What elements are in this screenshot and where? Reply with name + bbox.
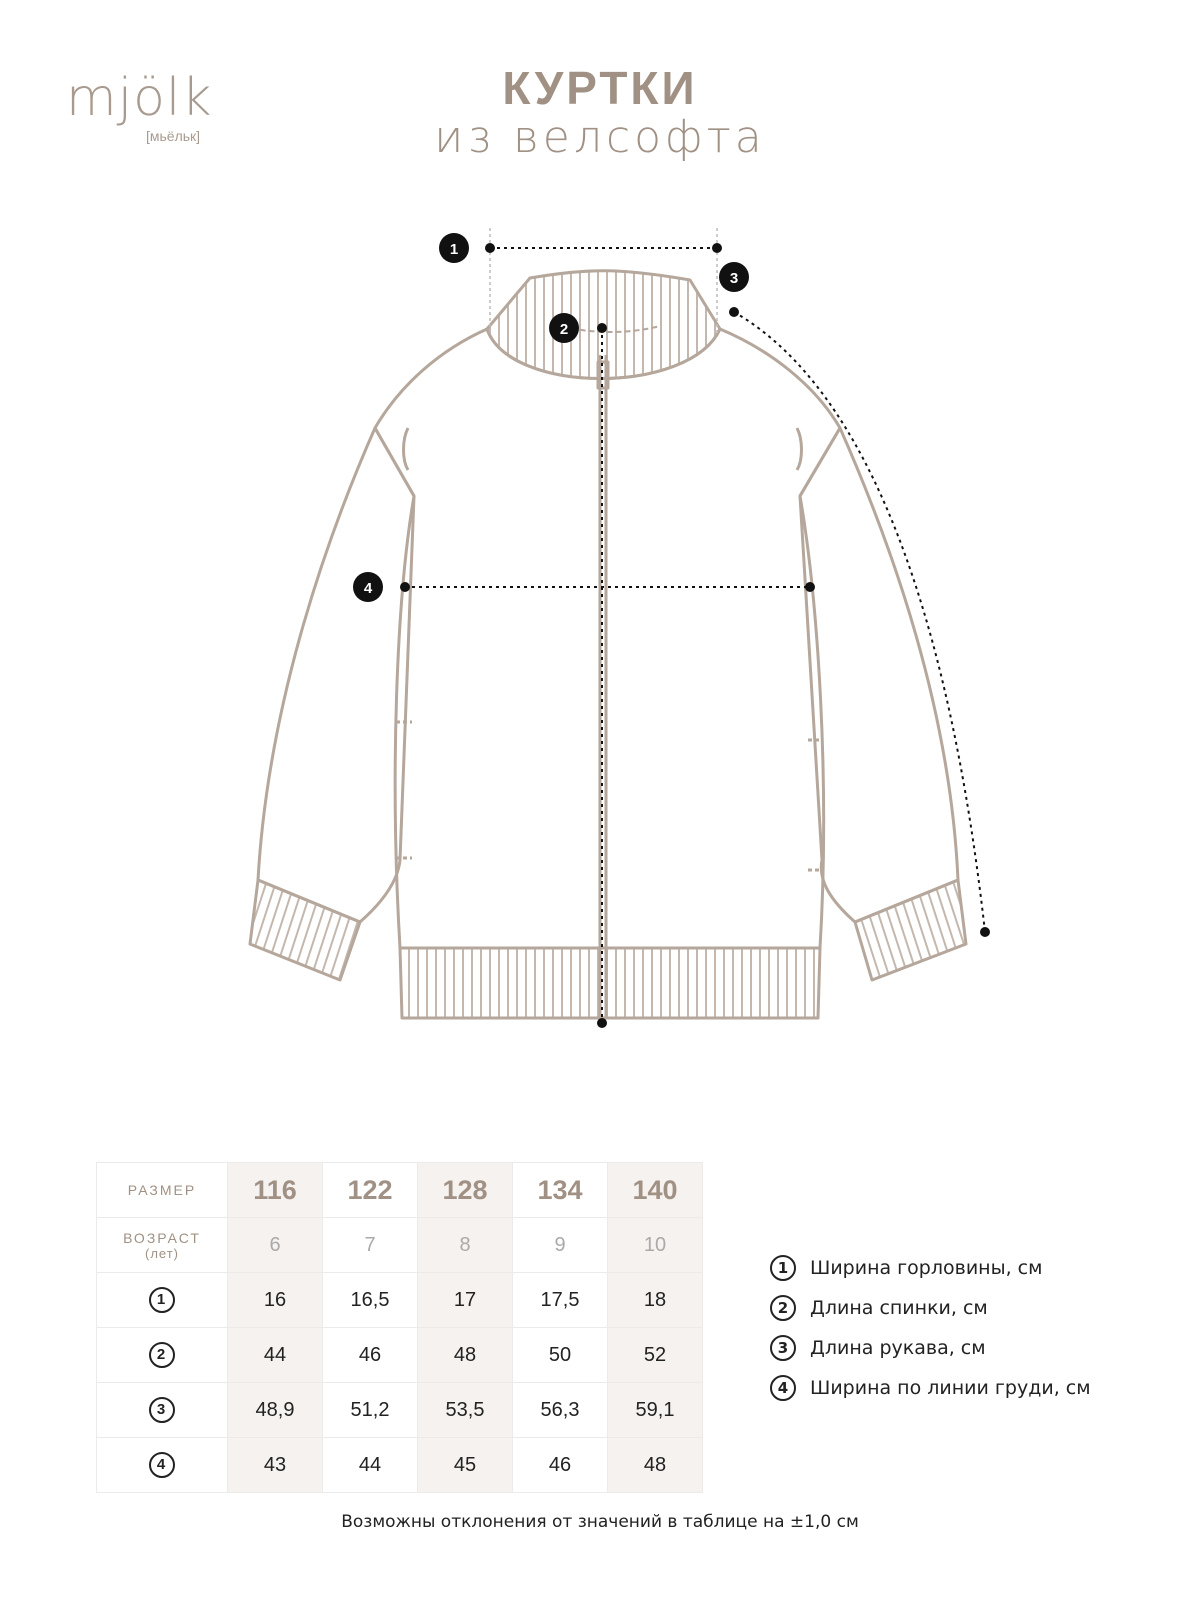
legend-text: Длина рукава, см — [810, 1337, 986, 1359]
row-marker: 3 — [149, 1397, 175, 1423]
legend-text: Длина спинки, см — [810, 1297, 988, 1319]
age-cell: 6 — [228, 1218, 323, 1273]
tolerance-note: Возможны отклонения от значений в таблице на ±1,0 см — [341, 1512, 859, 1532]
age-label — [97, 1218, 228, 1273]
legend-item — [770, 1368, 1091, 1408]
table-row — [97, 1273, 703, 1328]
right-cuff — [855, 880, 966, 980]
marker-4-badge — [353, 572, 383, 602]
size-cell: 134 — [513, 1163, 608, 1218]
age-unit: (лет) — [145, 1245, 179, 1261]
size-label: РАЗМЕР — [97, 1163, 228, 1218]
table-cell: 51,2 — [323, 1383, 418, 1438]
table-cell: 46 — [323, 1328, 418, 1383]
marker-1-label: 1 — [449, 241, 459, 258]
legend-item — [770, 1288, 1091, 1328]
size-cell: 128 — [418, 1163, 513, 1218]
marker-3-label: 3 — [729, 270, 739, 287]
size-cell: 140 — [608, 1163, 703, 1218]
table-cell: 59,1 — [608, 1383, 703, 1438]
hem-band — [400, 948, 820, 1018]
table-cell: 46 — [513, 1438, 608, 1493]
table-cell: 44 — [228, 1328, 323, 1383]
legend-text: Ширина по линии груди, см — [810, 1377, 1091, 1399]
row-marker: 1 — [149, 1287, 175, 1313]
left-sleeve — [258, 428, 414, 922]
size-cell: 116 — [228, 1163, 323, 1218]
size-table — [96, 1162, 703, 1493]
row-marker: 2 — [149, 1342, 175, 1368]
table-cell: 52 — [608, 1328, 703, 1383]
row-marker: 4 — [149, 1452, 175, 1478]
legend — [770, 1248, 1091, 1408]
table-cell: 18 — [608, 1273, 703, 1328]
table-cell: 50 — [513, 1328, 608, 1383]
size-row — [97, 1163, 703, 1218]
legend-marker: 4 — [770, 1375, 796, 1401]
legend-marker: 3 — [770, 1335, 796, 1361]
table-cell: 16 — [228, 1273, 323, 1328]
legend-marker: 2 — [770, 1295, 796, 1321]
age-cell: 9 — [513, 1218, 608, 1273]
table-cell: 44 — [323, 1438, 418, 1493]
table-cell: 17 — [418, 1273, 513, 1328]
legend-item — [770, 1248, 1091, 1288]
brand-name: mjölk — [66, 68, 213, 128]
age-row — [97, 1218, 703, 1273]
table-cell: 45 — [418, 1438, 513, 1493]
brand-transcription: [мьёльк] — [146, 128, 201, 144]
marker-2-badge — [549, 313, 579, 343]
marker-1-badge — [439, 233, 469, 263]
left-cuff — [250, 880, 360, 980]
table-cell: 48,9 — [228, 1383, 323, 1438]
title-main: КУРТКИ — [502, 62, 698, 114]
table-row — [97, 1438, 703, 1493]
table-cell: 53,5 — [418, 1383, 513, 1438]
table-cell: 17,5 — [513, 1273, 608, 1328]
table-row — [97, 1383, 703, 1438]
marker-2-label: 2 — [559, 321, 569, 338]
marker-3-badge — [719, 262, 749, 292]
table-cell: 43 — [228, 1438, 323, 1493]
age-label-text: ВОЗРАСТ — [123, 1229, 201, 1246]
table-row — [97, 1328, 703, 1383]
size-cell: 122 — [323, 1163, 418, 1218]
legend-marker: 1 — [770, 1255, 796, 1281]
legend-text: Ширина горловины, см — [810, 1257, 1043, 1279]
age-cell: 7 — [323, 1218, 418, 1273]
marker-4-label: 4 — [363, 580, 373, 597]
table-cell: 48 — [608, 1438, 703, 1493]
table-cell: 16,5 — [323, 1273, 418, 1328]
table-cell: 56,3 — [513, 1383, 608, 1438]
legend-item — [770, 1328, 1091, 1368]
title-sub: из велсофта — [434, 112, 766, 163]
table-cell: 48 — [418, 1328, 513, 1383]
age-cell: 8 — [418, 1218, 513, 1273]
age-cell: 10 — [608, 1218, 703, 1273]
